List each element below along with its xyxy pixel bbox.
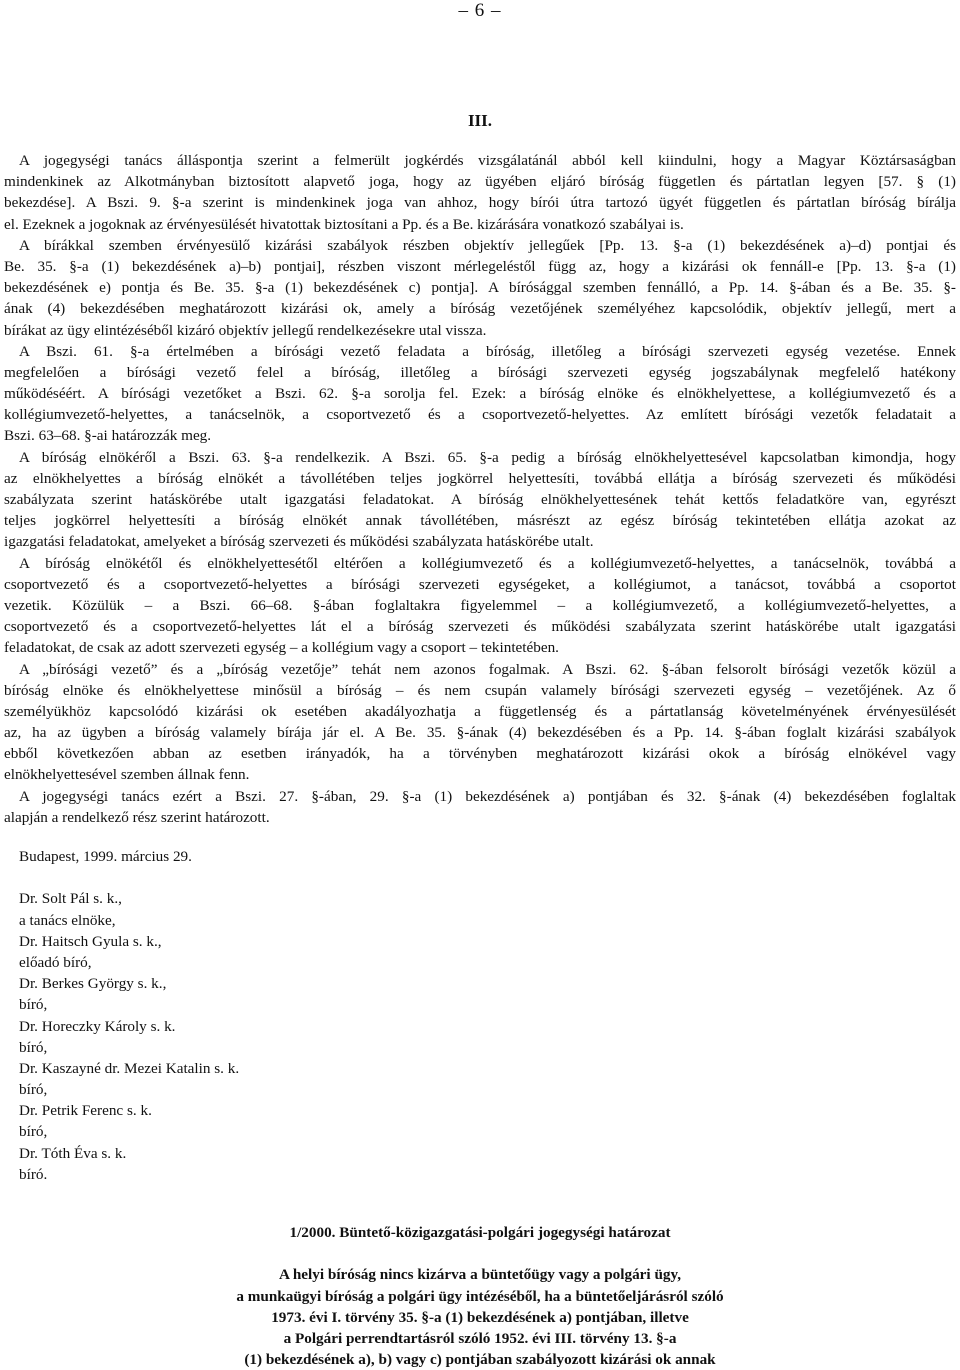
- decision-line: (1) bekezdésének a), b) vagy c) pontjában szabályozott kizárási ok annak: [244, 1351, 716, 1369]
- signature-line: bíró,: [19, 1123, 48, 1141]
- body-line: ának (4) bekezdésében meghatározott kizárási ok, amely a bíróság vezetőjének személyéhez kapcsolódik, objektív jellegű, mert a: [4, 300, 956, 318]
- body-line: az, ha az ügyben a bíróság valamely bírája jár el. A Be. 35. §-ának (4) bekezdésében és a Pp. 14. §-ában foglalt kizárási szabályok: [4, 724, 956, 742]
- body-line: A bíróság elnökéről a Bszi. 63. §-a rendelkezik. A Bszi. 65. §-a pedig a bíróság elnökhelyettesével kapcsolatban kimondja, hogy: [19, 448, 956, 466]
- body-line: Bszi. 63–68. §-ai határozzák meg.: [4, 427, 212, 445]
- signature-lines: [19, 888, 239, 1185]
- signature-block: [19, 846, 239, 1185]
- body-line: megfelelően a bírósági vezető felel a bíróság, illetőleg a bírósági szervezeti egység jogszabálynak megfelelő hatékony: [4, 363, 956, 381]
- body-line: A jogegységi tanács álláspontja szerint a felmerült jogkérdés vizsgálatánál abból kell kiindulni, hogy a Magyar Köztársaságban: [19, 152, 956, 169]
- signature-line: Dr. Berkes György s. k.,: [19, 975, 167, 993]
- body-line: működéséért. A bírósági vezetőket a Bszi. 62. §-a sorolja fel. Ezek: a bíróság elnöke és elnökhelyettese, a kollégiumvezető és a: [4, 385, 956, 403]
- decision-line: a munkaügyi bíróság a polgári ügy intézéséből, ha a büntetőeljárásról szóló: [236, 1287, 724, 1305]
- body-line: az elnökhelyettes a bíróság elnökét a távollétében teljes jogkörrel helyettesíti, továbbá ellátja a bíróság szervezeti és működési: [4, 469, 956, 487]
- signature-line: bíró,: [19, 1038, 48, 1056]
- signature-date: Budapest, 1999. március 29.: [19, 848, 192, 865]
- body-line: alapján a rendelkező rész szerint határozott.: [4, 808, 270, 826]
- body-line: elnökhelyettesével szemben állnak fenn.: [4, 766, 250, 784]
- body-line: el. Ezeknek a jogoknak az érvényesülését hivatottak biztosítani a Pp. és a Be. kizárására vonatkozó szabályai is.: [4, 215, 684, 233]
- body-line: A bírákkal szemben érvényesülő kizárási szabályok részben objektív jellegűek [Pp. 13. §-a (1) bekezdésének a)–d) pontjai és: [19, 236, 956, 254]
- body-line: kollégiumvezető-helyettes, a tanácselnök, a csoportvezető és a csoportvezető-helyettes. Az említett bírósági vezetők feladatait a: [4, 406, 956, 424]
- body-text: [4, 150, 956, 828]
- signature-line: Dr. Tóth Éva s. k.: [19, 1144, 127, 1162]
- signature-line: Dr. Horeczky Károly s. k.: [19, 1017, 176, 1035]
- body-line: személyükhöz kapcsolódó kizárási ok esetében akadályozhatja a függetlenség és a pártatlanság követelményének érvényesülését: [4, 702, 956, 720]
- body-line: igazgatási feladatokat, amelyeket a bíróság szervezeti és működési szabályzata hatáskörébe utalt.: [4, 533, 594, 551]
- signature-line: Dr. Solt Pál s. k.,: [19, 890, 122, 908]
- signature-line: Dr. Kaszayné dr. Mezei Katalin s. k.: [19, 1059, 240, 1077]
- signature-line: Dr. Petrik Ferenc s. k.: [19, 1102, 152, 1120]
- decision-block: [0, 1222, 960, 1370]
- signature-line: a tanács elnöke,: [19, 911, 116, 929]
- decision-line: a Polgári perrendtartásról szóló 1952. évi III. törvény 13. §-a: [283, 1329, 677, 1347]
- page-number: – 6 –: [458, 0, 502, 21]
- body-line: szabályzata szerint hatáskörébe utalt igazgatási feladatokat. A bíróság elnökhelyettesének tehát kettős feladatköre van, egyrészt: [4, 491, 956, 508]
- signature-line: bíró,: [19, 1081, 48, 1099]
- body-line: teljes jogkörrel helyettesíti a bíróság elnökét annak távollétében, másrészt az egész bíróság tekintetében ellátja azokat az: [4, 512, 956, 530]
- decision-line: 1973. évi I. törvény 35. §-a (1) bekezdésének a) pontjában, illetve: [271, 1308, 689, 1326]
- body-line: csoportvezető és a csoportvezető-helyettes a bírósági szervezeti egységeket, a kollégiumot, a tanácsot, továbbá a csoportot: [4, 575, 956, 593]
- signature-line: előadó bíró,: [19, 953, 92, 971]
- body-line: A „bírósági vezető” és a „bíróság vezetője” tehát nem azonos fogalmak. A Bszi. 62. §-ában felsorolt bírósági vezetők közül a: [19, 660, 956, 678]
- decision-line: A helyi bíróság nincs kizárva a büntetőügy vagy a polgári ügy,: [278, 1266, 682, 1284]
- body-line: mindenkinek az Alkotmányban biztosított alapvető joga, hogy az ügyében eljáró bíróság független és pártatlan legyen [57. § (1): [4, 173, 956, 191]
- body-line: bíróság elnöke és elnökhelyettese minősül a bíróság – és nem csupán valamely bírósági szervezeti egység – vezetőjének. Az ő: [4, 681, 956, 699]
- body-line: csoportvezető és a csoportvezető-helyettes lát el a bíróság szervezeti és működési szabályzata szerint hatáskörébe utalt igazgatási: [4, 618, 956, 636]
- decision-lines: [0, 1264, 960, 1370]
- body-line: feladatokat, de csak az adott szervezeti egység – a kollégium vagy a csoport – tekintetében.: [4, 639, 559, 657]
- body-line: ebből következően abban az esetben irányadók, ha a törvényben meghatározott kizárási okok a bíróság elnökével vagy: [4, 745, 956, 763]
- body-line: A Bszi. 61. §-a értelmében a bírósági vezető feladata a bíróság, illetőleg a bírósági szervezeti egység vezetése. Ennek: [19, 342, 956, 360]
- section-heading: III.: [467, 111, 493, 130]
- decision-title: 1/2000. Büntető-közigazgatási-polgári jogegységi határozat: [289, 1224, 671, 1241]
- signature-line: bíró.: [19, 1165, 48, 1183]
- body-line: vezetik. Közülük – a Bszi. 66–68. §-ában foglaltakra figyelemmel – a kollégiumvezető, a kollégiumvezető-helyettes, a: [4, 596, 956, 614]
- body-line: Be. 35. §-a (1) bekezdésének a)–b) pontjai], részben viszont mérlegeléstől függ az, hogy a kizárási ok fennáll-e [Pp. 13. §-a (1): [4, 257, 956, 275]
- signature-line: Dr. Haitsch Gyula s. k.,: [19, 932, 162, 950]
- body-line: bekezdésének e) pontja és Be. 35. §-a (1) bekezdésének c) pontja]. A bírósággal szemben fennálló, a Pp. 14. §-ában és a Be. 35. §-: [4, 279, 956, 297]
- body-line: A jogegységi tanács ezért a Bszi. 27. §-ában, 29. §-a (1) bekezdésének a) pontjában és 32. §-ának (4) bekezdésében foglaltak: [19, 787, 956, 805]
- body-line: bírákat az ügy elintézéséből kizáró objektív jellegű rendelkezésekre utal vissza.: [4, 321, 487, 339]
- body-line: bekezdése]. A Bszi. 9. §-a szerint is mindenkinek joga van ahhoz, hogy bírói útra tartozó ügyét független és pártatlan bíróság bírálja: [4, 194, 956, 212]
- signature-line: bíró,: [19, 996, 48, 1014]
- body-line: A bíróság elnökétől és elnökhelyettesétől eltérően a kollégiumvezető és a kollégiumvezető-helyettes, a tanácselnök, továbbá a: [19, 554, 956, 572]
